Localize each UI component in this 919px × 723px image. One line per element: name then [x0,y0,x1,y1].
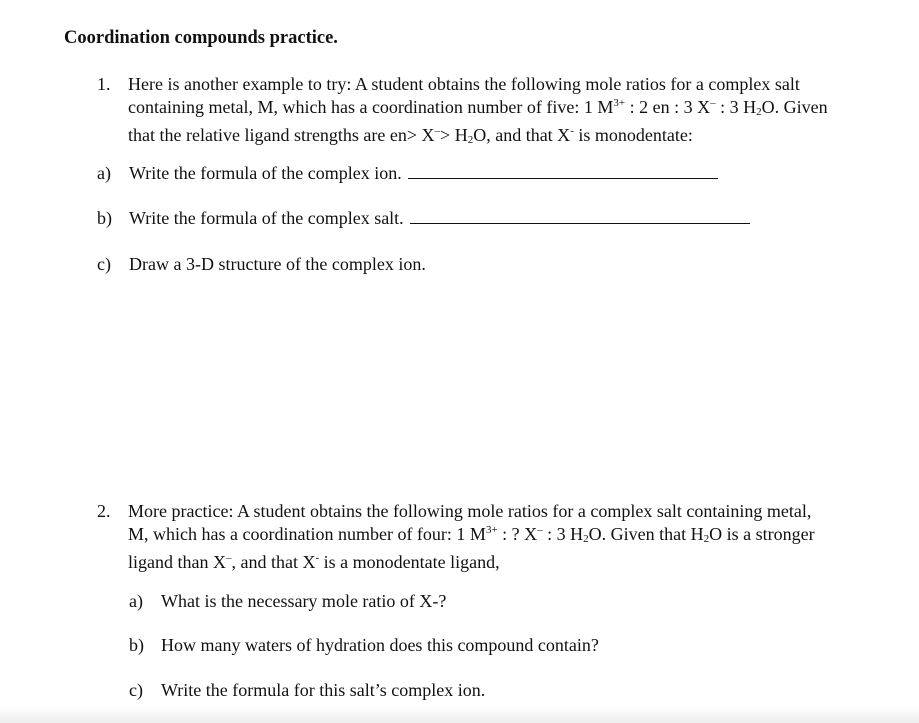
question-2c [129,679,485,702]
question-2b [129,634,599,657]
subscript: 2 [703,533,710,545]
superscript: - [315,552,320,564]
text-run: , and that X [231,552,316,572]
question-number: 2. [97,501,111,521]
superscript: - [570,125,574,137]
superscript: – [225,552,232,564]
part-label: c) [129,680,143,700]
question-1b [97,207,750,230]
text-run: : 3 H [715,97,757,117]
text-run: O is a stronger [709,524,815,544]
superscript: – [434,125,441,137]
part-text: What is the necessary mole ratio of X-? [161,591,447,611]
part-label: a) [129,591,143,611]
question-text [128,500,815,574]
question-line [128,124,828,152]
question-line [128,551,815,574]
text-run: : 2 en : 3 X [625,97,711,117]
part-label: a) [97,163,111,183]
question-2 [97,500,897,570]
part-text: Write the formula for this salt’s complex ion. [161,680,486,700]
subscript: 2 [467,134,474,146]
question-1a [97,162,718,185]
text-run: O. Given that H [588,524,704,544]
text-run: containing metal, M, which has a coordination number of five: 1 M [128,97,614,117]
page-title: Coordination compounds practice. [64,28,338,48]
text-run: O. Given [761,97,828,117]
text-run: : 3 H [542,524,584,544]
part-text: Write the formula of the complex salt. [129,208,404,228]
question-number: 1. [97,74,111,94]
text-run: O, and that X [473,125,571,145]
text-run: is a monodentate ligand, [319,552,500,572]
question-line: Here is another example to try: A student obtains the following mole ratios for a complex salt [128,74,800,94]
part-label: c) [97,254,111,274]
part-text: Draw a 3-D structure of the complex ion. [129,254,426,274]
question-1 [97,73,897,146]
answer-blank[interactable] [408,162,718,179]
superscript: 3+ [485,524,498,536]
question-2a [129,590,446,613]
question-line [128,96,828,124]
text-run: M, which has a coordination number of four: 1 M [128,524,486,544]
text-run: ligand than X [128,552,226,572]
part-text: Write the formula of the complex ion. [129,163,402,183]
superscript: – [537,524,543,536]
question-text [128,73,828,152]
superscript: – [710,97,716,109]
text-run: > H [440,125,468,145]
question-1c [97,253,426,276]
text-run: : ? X [497,524,538,544]
text-run: is monodentate: [573,125,693,145]
answer-blank[interactable] [410,207,750,224]
page-bottom-shadow [0,705,919,723]
part-text: How many waters of hydration does this compound contain? [161,635,599,655]
part-label: b) [129,635,144,655]
question-line [128,523,815,551]
part-label: b) [97,208,112,228]
question-line: More practice: A student obtains the following mole ratios for a complex salt containing metal, [128,501,812,521]
text-run: that the relative ligand strengths are en> X [128,125,435,145]
subscript: 2 [756,106,762,118]
subscript: 2 [583,533,589,545]
superscript: 3+ [613,97,626,109]
